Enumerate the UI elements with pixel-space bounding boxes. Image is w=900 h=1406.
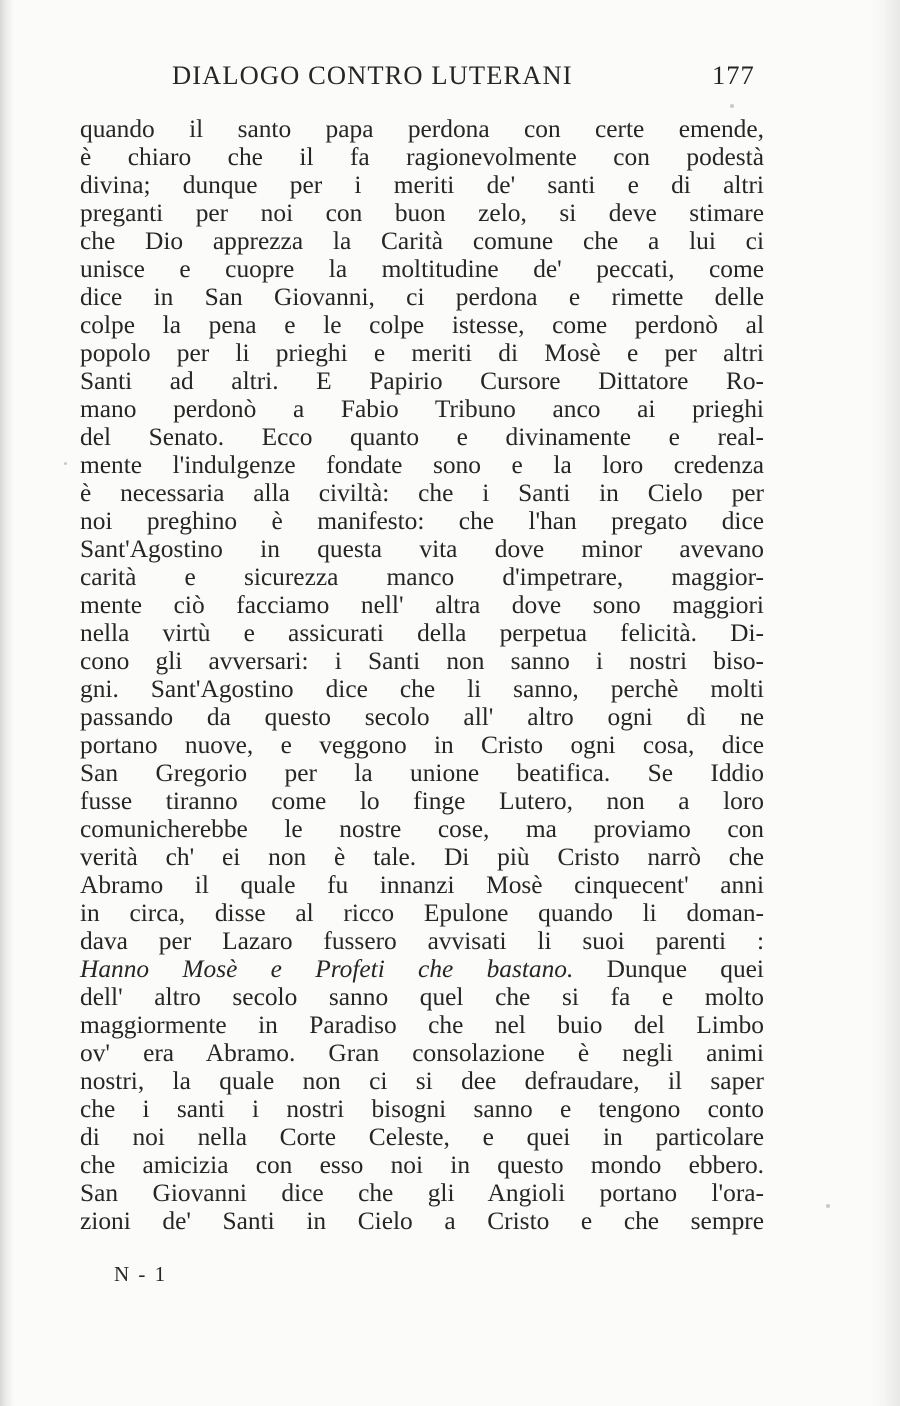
text-line: verità ch' ei non è tale. Di più Cristo narrò che [80,843,764,871]
paper-speck [826,1204,830,1208]
page-left-edge-shadow [0,0,14,1406]
text-line: del Senato. Ecco quanto e divinamente e real- [80,423,764,451]
paper-speck [730,104,734,108]
text-line: mano perdonò a Fabio Tribuno anco ai prieghi [80,395,764,423]
text-line: che i santi i nostri bisogni sanno e tengono conto [80,1095,764,1123]
text-line: nostri, la quale non ci si dee defraudare, il saper [80,1067,764,1095]
paper-speck [64,462,67,465]
text-line: in circa, disse al ricco Epulone quando li doman- [80,899,764,927]
running-head-title: DIALOGO CONTRO LUTERANI [172,60,573,90]
text-line: è chiaro che il fa ragionevolmente con podestà [80,143,764,171]
text-line: preganti per noi con buon zelo, si deve stimare [80,199,764,227]
text-line: San Giovanni dice che gli Angioli portano l'ora- [80,1179,764,1207]
text-line: popolo per li prieghi e meriti di Mosè e per altri [80,339,764,367]
text-line: maggiormente in Paradiso che nel buio del Limbo [80,1011,764,1039]
text-line: comunicherebbe le nostre cose, ma proviamo con [80,815,764,843]
text-line: che amicizia con esso noi in questo mondo ebbero. [80,1151,764,1179]
text-line: ov' era Abramo. Gran consolazione è negli animi [80,1039,764,1067]
text-line: cono gli avversari: i Santi non sanno i nostri biso- [80,647,764,675]
italic-quote: Hanno Mosè e Profeti che bastano. [80,955,574,983]
text-line: dell' altro secolo sanno quel che si fa e molto [80,983,764,1011]
text-line: unisce e cuopre la moltitudine de' peccati, come [80,255,764,283]
body-text [80,115,764,1235]
text-line: Abramo il quale fu innanzi Mosè cinquecent' anni [80,871,764,899]
text-line: nella virtù e assicurati della perpetua felicità. Di- [80,619,764,647]
text-line: dava per Lazaro fussero avvisati li suoi parenti : [80,927,764,955]
text-line: gni. Sant'Agostino dice che li sanno, perchè molti [80,675,764,703]
text-line: fusse tiranno come lo finge Lutero, non a loro [80,787,764,815]
text-line: noi preghino è manifesto: che l'han pregato dice [80,507,764,535]
text-line: dice in San Giovanni, ci perdona e rimette delle [80,283,764,311]
text-line: carità e sicurezza manco d'impetrare, maggior- [80,563,764,591]
text-line: quando il santo papa perdona con certe emende, [80,115,764,143]
text-line: che Dio apprezza la Carità comune che a lui ci [80,227,764,255]
text-line-tail: Dunque quei [573,955,764,983]
text-line: colpe la pena e le colpe istesse, come perdonò al [80,311,764,339]
text-line: Sant'Agostino in questa vita dove minor avevano [80,535,764,563]
text-line: passando da questo secolo all' altro ogni dì ne [80,703,764,731]
page-number: 177 [712,60,755,90]
text-line: Santi ad altri. E Papirio Cursore Dittatore Ro- [80,367,764,395]
text-line: San Gregorio per la unione beatifica. Se Iddio [80,759,764,787]
page-right-edge-shadow [870,0,900,1406]
text-line: mente l'indulgenze fondate sono e la loro credenza [80,451,764,479]
printer-signature-mark: N - 1 [114,1262,168,1286]
text-line-with-italic-quote [80,955,764,983]
text-line: divina; dunque per i meriti de' santi e di altri [80,171,764,199]
text-line: mente ciò facciamo nell' altra dove sono maggiori [80,591,764,619]
text-line: di noi nella Corte Celeste, e quei in particolare [80,1123,764,1151]
text-line: zioni de' Santi in Cielo a Cristo e che sempre [80,1207,764,1235]
text-line: portano nuove, e veggono in Cristo ogni cosa, dice [80,731,764,759]
running-head [172,60,766,94]
text-line: è necessaria alla civiltà: che i Santi in Cielo per [80,479,764,507]
